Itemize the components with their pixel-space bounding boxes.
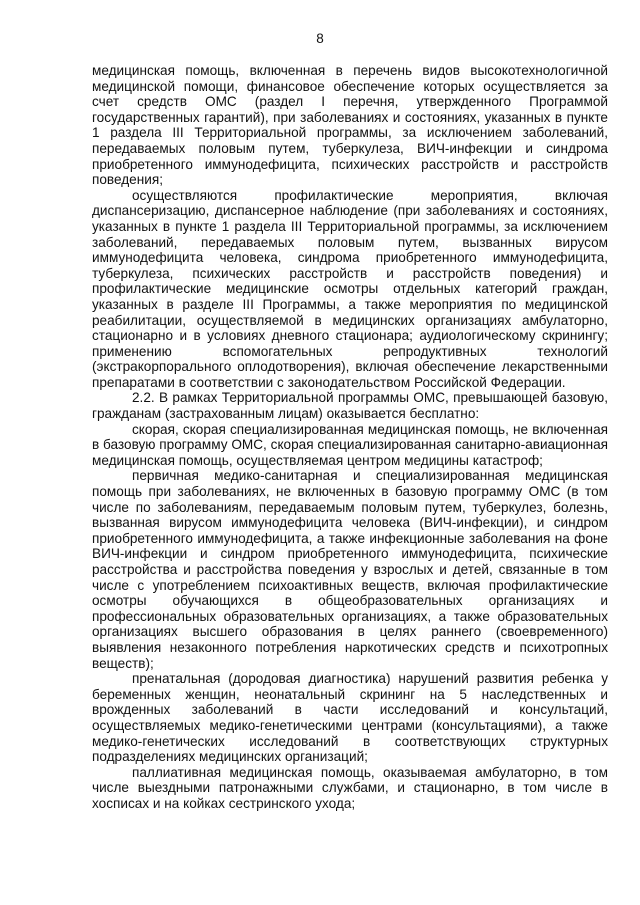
paragraph-emergency-care: скорая, скорая специализированная медицинская помощь, не включенная в базовую программу ОМС, скорая специализированная санитарно-авиационная медицинская помощь, осуществляемая центром медицины катастроф; [92,421,608,468]
paragraph-vmp-continuation: медицинская помощь, включенная в перечень видов высокотехнологичной медицинской помощи, финансовое обеспечение которых осуществляется за счет средств ОМС (раздел I перечня, утвержденного Программой государственных гарантий), при заболеваниях и состояниях, указанных в пункте 1 раздела III Территориальной программы, за исключением заболеваний, передаваемых половым путем, туберкулеза, ВИЧ-инфекции и синдрома приобретенного иммунодефицита, психических расстройств и расстройств поведения; [92,63,608,188]
paragraph-section-2-2: 2.2. В рамках Территориальной программы ОМС, превышающей базовую, гражданам (застрахованным лицам) оказывается бесплатно: [92,390,608,422]
paragraph-preventive-measures: осуществляются профилактические мероприятия, включая диспансеризацию, диспансерное наблюдение (при заболеваниях и состояниях, указанных в пункте 1 раздела III Территориальной программы, за исключением заболеваний, передаваемых половым путем, вызванных вирусом иммунодефицита человека, синдрома приобретенного иммунодефицита, туберкулеза, психических расстройств и расстройств поведения) и профилактические медицинские осмотры отдельных категорий граждан, указанных в разделе III Программы, а также мероприятия по медицинской реабилитации, осуществляемой в медицинских организациях амбулаторно, стационарно и в условиях дневного стационара; аудиологическому скринингу; применению вспомогательных репродуктивных технологий (экстракорпорального оплодотворения), включая обеспечение лекарственными препаратами в соответствии с законодательством Российской Федерации. [92,187,608,390]
page-number: 8 [316,31,324,46]
paragraph-prenatal-diagnostics: пренатальная (дородовая диагностика) нарушений развития ребенка у беременных женщин, неонатальный скрининг на 5 наследственных и врожденных заболеваний в части исследований и консультаций, осуществляемых медико-генетическими центрами (консультациями), а также медико-генетических исследований в соответствующих структурных подразделениях медицинских организаций; [92,671,608,765]
document-body [92,63,608,812]
paragraph-palliative-care: паллиативная медицинская помощь, оказываемая амбулаторно, в том числе выездными патронажными службами, и стационарно, в том числе в хосписах и на койках сестринского ухода; [92,764,608,811]
paragraph-primary-care: первичная медико-санитарная и специализированная медицинская помощь при заболеваниях, не включенных в базовую программу ОМС (в том числе по заболеваниям, передаваемым половым путем, туберкулез, болезнь, вызванная вирусом иммунодефицита человека (ВИЧ-инфекции), и синдром приобретенного иммунодефицита, а также инфекционные заболевания на фоне ВИЧ-инфекции и синдром приобретенного иммунодефицита, психические расстройства и расстройства поведения у взрослых и детей, связанные в том числе с употреблением психоактивных веществ, включая профилактические осмотры обучающихся в общеобразовательных организациях и профессиональных образовательных организациях, а также образовательных организациях высшего образования в целях раннего (своевременного) выявления незаконного потребления наркотических средств и психотропных веществ); [92,468,608,671]
